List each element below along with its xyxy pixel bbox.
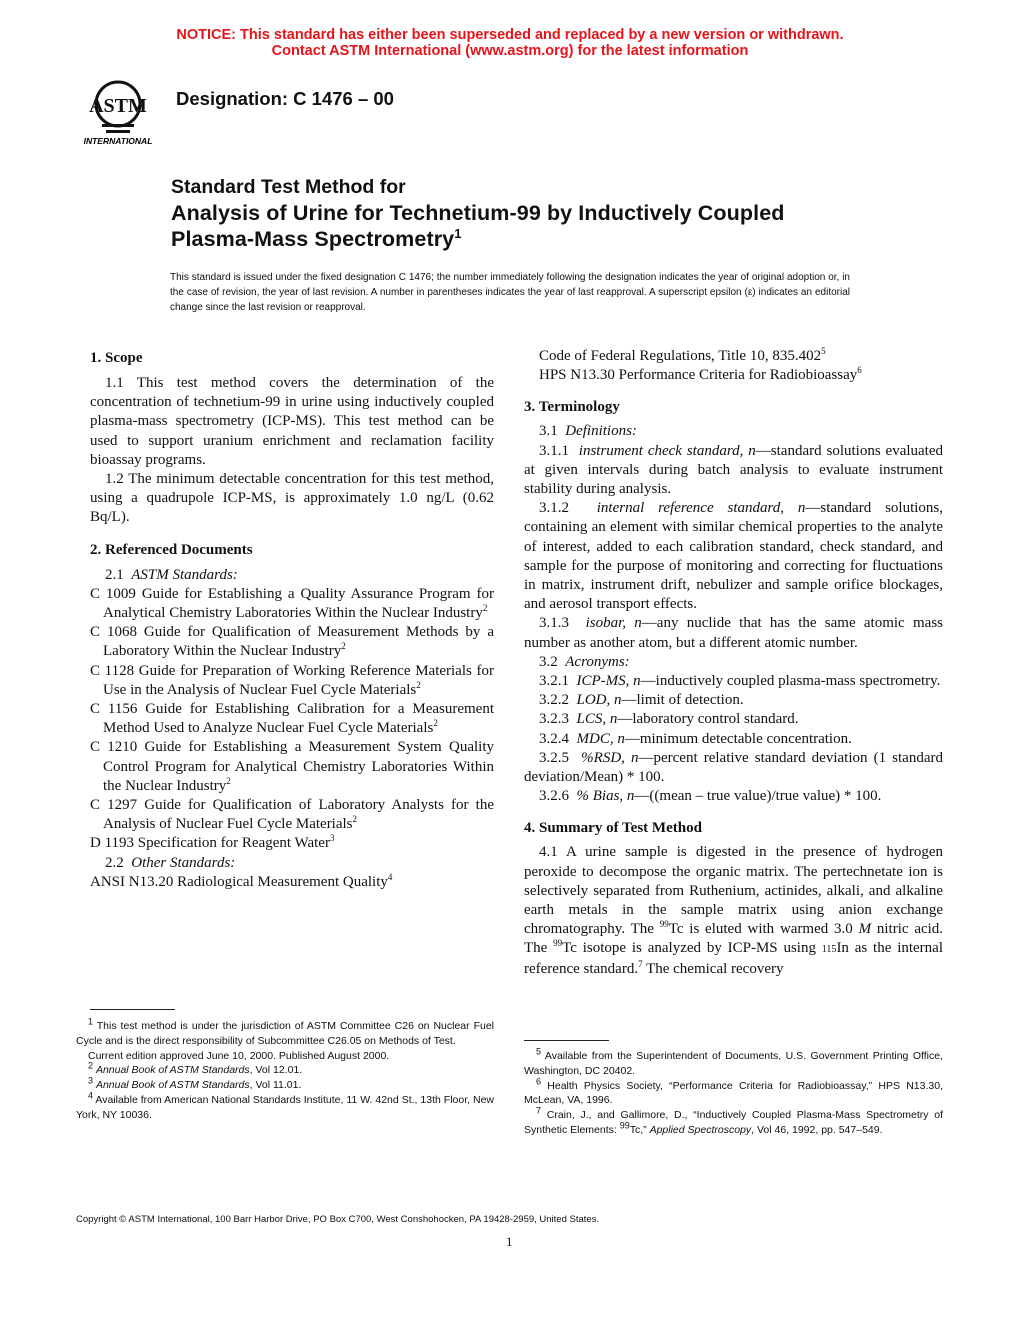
other-standards-num: 2.2 (105, 854, 124, 871)
footnote-ref: 7 (638, 958, 643, 969)
copyright: Copyright © ASTM International, 100 Barr Harbor Drive, PO Box C700, West Conshohocken, PA 19428-2959, United States. (76, 1214, 600, 1225)
acronyms-num: 3.2 (539, 653, 558, 670)
footnote-text: Available from the Superintendent of Documents, U.S. Government Printing Office, Washington, DC 20402. (524, 1050, 943, 1077)
astm-standards-num: 2.1 (105, 566, 124, 583)
standard-title (171, 174, 784, 252)
footnote-italic: Annual Book of ASTM Standards (95, 1079, 250, 1092)
footnote-mark: 1 (88, 1016, 94, 1027)
footnote-ref: 2 (341, 641, 346, 652)
term-text: —standard solutions, containing an element with similar chemical properties to the analyte of interest, added to each calibration standard, check standard, and sample for the purpose of monitoring and correcting for fluctuations in matrix, instrument drift, nebulizer and sample orifice blockages, and aerosol transport effects. (524, 500, 943, 613)
left-column (90, 348, 494, 892)
other-standard-item (524, 347, 943, 366)
term-text: —percent relative standard deviation (1 standard deviation/Mean) * 100. (524, 749, 943, 786)
title-footnote-mark: 1 (454, 225, 462, 241)
footnote-1b: Current edition approved June 10, 2000. Published August 2000. (88, 1049, 390, 1062)
designation: Designation: C 1476 – 00 (176, 88, 394, 109)
term-name: internal reference standard, n (596, 500, 806, 517)
footnote-ref: 2 (482, 603, 488, 614)
term-number: 3.1.2 (539, 500, 569, 517)
term-definition (524, 710, 943, 729)
other-standard-item (90, 873, 494, 892)
footnotes-right (524, 1046, 943, 1138)
title-line-3-text: Plasma-Mass Spectrometry (171, 227, 455, 251)
acronyms-title: Acronyms: (565, 653, 630, 670)
summary-text: nitric acid. The (524, 921, 944, 957)
footnote-4 (76, 1090, 494, 1123)
term-name: instrument check standard, n (578, 442, 756, 459)
term-text: —limit of detection. (621, 692, 744, 709)
footnote-ref: 2 (226, 775, 231, 786)
term-number: 3.1.1 (539, 442, 569, 459)
definitions-num: 3.1 (539, 423, 558, 440)
term-text: —standard solutions evaluated at given intervals during batch analysis to evaluate instrument stability during analysis. (524, 442, 944, 498)
term-number: 3.2.2 (539, 692, 569, 709)
summary-text: 4.1 A urine sample is digested in the presence of hydrogen peroxide to decompose the organic matrix. The pertechnetate ion is selectively separated from Ruthenium, actinides, alkali, and alkaline earth metals in the sample matrix using anion exchange chromatography. The (524, 844, 943, 938)
footnote-text: , Vol 12.01. (249, 1064, 303, 1077)
paragraph-1-1: 1.1 This test method covers the determination of the concentration of technetium-99 in urine using inductively coupled plasma-mass spectrometry (ICP-MS). This test method can be used to support uranium enrichment and reclamation facility bioassay programs. (90, 375, 494, 468)
section-heading-scope: 1. Scope (90, 350, 143, 366)
footnote-rule-left (90, 1009, 175, 1010)
logo-main-text: ASTM (89, 95, 147, 117)
footnote-italic: Annual Book of ASTM Standards (95, 1064, 250, 1077)
term-name: ICP-MS, n (576, 673, 641, 690)
logo-emblem (89, 82, 147, 133)
footnote-text: Available from American National Standards Institute, 11 W. 42nd St., 13th Floor, New York, NY 10036. (76, 1093, 494, 1121)
section-heading-referenced-documents: 2. Referenced Documents (90, 541, 253, 558)
astm-standard-item (90, 623, 494, 661)
astm-standard-text: C 1156 Guide for Establishing Calibration for a Measurement Method Used to Analyze Nuclear Fuel Cycle Materials (90, 701, 494, 737)
footnote-mark: 7 (536, 1105, 542, 1116)
footnote-mark: 3 (88, 1075, 94, 1086)
definitions-title: Definitions: (565, 423, 637, 440)
footnote-mark: 2 (88, 1060, 94, 1071)
notice-line-2: Contact ASTM International (www.astm.org) for the latest information (271, 43, 749, 59)
other-standard-item (524, 366, 943, 385)
footnote-mark: 5 (536, 1046, 542, 1057)
footnote-text: , Vol 46, 1992, pp. 547–549. (751, 1123, 883, 1136)
isotope-mass: 99 (659, 919, 669, 930)
isotope-mass: 115 (821, 944, 837, 956)
footnote-rule-right (524, 1040, 609, 1041)
summary-text: In as the internal reference standard. (524, 940, 944, 977)
term-text: —((mean – true value)/true value) * 100. (634, 788, 882, 805)
astm-standard-item (90, 662, 494, 700)
molar-symbol: M (858, 921, 872, 938)
term-definition (524, 787, 943, 806)
other-standard-text: Code of Federal Regulations, Title 10, 835.402 (539, 348, 822, 364)
other-standard-text: ANSI N13.20 Radiological Measurement Quality (90, 873, 388, 890)
summary-text: The chemical recovery (646, 960, 784, 977)
term-text: —minimum detectable concentration. (624, 730, 852, 747)
astm-logo (72, 74, 164, 152)
footnote-ref: 3 (329, 833, 335, 844)
term-text: —any nuclide that has the same atomic mass number as another atom, but a different atomic number. (524, 615, 943, 651)
footnote-mark: 6 (536, 1076, 542, 1087)
term-definition (524, 672, 943, 691)
other-standard-text: HPS N13.30 Performance Criteria for Radiobioassay (539, 367, 858, 384)
footnote-3 (76, 1075, 494, 1093)
section-heading-terminology: 3. Terminology (524, 399, 620, 416)
astm-standard-item (90, 738, 494, 796)
acronyms-label (524, 653, 943, 672)
term-definition (524, 691, 943, 710)
term-number: 3.2.1 (539, 673, 569, 690)
term-name: LOD, n (576, 692, 622, 709)
footnote-7 (524, 1105, 943, 1138)
summary-text: Tc isotope is analyzed by ICP-MS using (562, 940, 816, 957)
notice-line-1: NOTICE: This standard has either been superseded and replaced by a new version or withdrawn. (176, 27, 844, 43)
right-column (524, 347, 943, 979)
page-number: 1 (506, 1234, 513, 1249)
title-line-2: Analysis of Urine for Technetium-99 by Inductively Coupled (171, 201, 785, 225)
astm-standard-text: D 1193 Specification for Reagent Water (90, 835, 330, 852)
title-line-1: Standard Test Method for (171, 176, 406, 198)
term-number: 3.2.3 (539, 711, 569, 728)
term-definition (524, 730, 943, 749)
term-name: %RSD, n (581, 749, 639, 766)
summary-text: Tc is eluted with warmed 3.0 (668, 921, 853, 938)
section-heading-summary: 4. Summary of Test Method (524, 820, 702, 837)
isotope-mass: 99 (619, 1120, 630, 1131)
footnote-ref: 6 (857, 365, 862, 376)
astm-standard-item (90, 796, 494, 834)
acronyms-list (524, 672, 943, 806)
footnote-text: This test method is under the jurisdiction of ASTM Committee C26 on Nuclear Fuel Cycle and is the direct responsibility of Subcommittee C26.05 on Methods of Test. (76, 1020, 494, 1047)
footnote-1 (76, 1016, 494, 1049)
footnote-mark: 4 (88, 1090, 94, 1101)
astm-standard-item (90, 834, 494, 853)
definitions-label (524, 422, 943, 441)
footnote-ref: 4 (387, 871, 393, 882)
footnote-ref: 2 (352, 814, 358, 825)
term-number: 3.2.4 (539, 730, 569, 747)
astm-standards-list (90, 585, 494, 854)
astm-standard-text: C 1068 Guide for Qualification of Measurement Methods by a Laboratory Within the Nuclear Industry (90, 624, 494, 660)
astm-standards-label (90, 566, 494, 585)
term-definition (524, 749, 943, 787)
term-definition (524, 614, 943, 652)
title-line-3 (171, 226, 784, 252)
footnote-italic: Applied Spectroscopy (649, 1123, 752, 1136)
term-definition (524, 442, 943, 500)
supersession-notice (0, 27, 1020, 59)
preamble: This standard is issued under the fixed designation C 1476; the number immediately following the designation indicates the year of original adoption or, in the case of revision, the year of last revision. A number in parentheses indicates the year of last reapproval. A superscript epsilon (ε) indicates an editorial change since the last revision or reapproval. (170, 272, 850, 313)
other-standards-label (90, 854, 494, 873)
astm-standard-text: C 1128 Guide for Preparation of Working Reference Materials for Use in the Analysis of Nuclear Fuel Cycle Materials (90, 662, 494, 698)
logo-subtext: INTERNATIONAL (83, 136, 153, 146)
footnote-text: Health Physics Society, “Performance Criteria for Radiobioassay,” HPS N13.30, McLean, VA, 1996. (524, 1079, 943, 1107)
isotope-mass: 99 (553, 938, 563, 949)
term-name: isobar, n (585, 615, 642, 632)
astm-standard-text: C 1297 Guide for Qualification of Laboratory Analysts for the Analysis of Nuclear Fuel Cycle Materials (90, 797, 494, 833)
other-standards-title: Other Standards: (131, 854, 236, 871)
astm-standard-item (90, 585, 494, 623)
astm-standard-item (90, 700, 494, 738)
term-definition (524, 499, 943, 614)
term-name: % Bias, n (576, 788, 635, 805)
astm-standard-text: C 1210 Guide for Establishing a Measurement System Quality Control Program for Analytical Chemistry Laboratories Within the Nuclear Industry (90, 739, 494, 794)
footnote-6 (524, 1076, 943, 1109)
paragraph-1-2: 1.2 The minimum detectable concentration for this test method, using a quadrupole ICP-MS, is approximately 1.0 ng/L (0.62 Bq/L). (90, 471, 494, 526)
definitions-list (524, 442, 943, 653)
footnote-text: , Vol 11.01. (249, 1079, 302, 1092)
astm-standards-title: ASTM Standards: (131, 566, 238, 583)
term-number: 3.2.5 (539, 749, 569, 766)
term-name: LCS, n (576, 711, 618, 728)
footnote-ref: 2 (433, 718, 438, 729)
astm-standard-text: C 1009 Guide for Establishing a Quality Assurance Program for Analytical Chemistry Laboratories Within the Nuclear Industry (90, 585, 494, 622)
term-text: —inductively coupled plasma-mass spectrometry. (640, 673, 941, 690)
term-text: —laboratory control standard. (617, 711, 799, 728)
footnote-ref: 5 (821, 346, 826, 356)
footnote-text: Tc,” (629, 1123, 647, 1136)
footnotes-left (76, 1016, 494, 1123)
footnote-5 (524, 1046, 943, 1079)
term-number: 3.2.6 (539, 788, 569, 805)
footnote-2 (76, 1060, 494, 1078)
footnote-text: Crain, J., and Gallimore, D., “Inductively Coupled Plasma-Mass Spectrometry of Synthetic Elements: (524, 1109, 943, 1136)
term-name: MDC, n (576, 730, 625, 747)
term-number: 3.1.3 (539, 615, 569, 632)
footnote-ref: 2 (416, 679, 421, 690)
paragraph-4-1 (524, 843, 943, 978)
